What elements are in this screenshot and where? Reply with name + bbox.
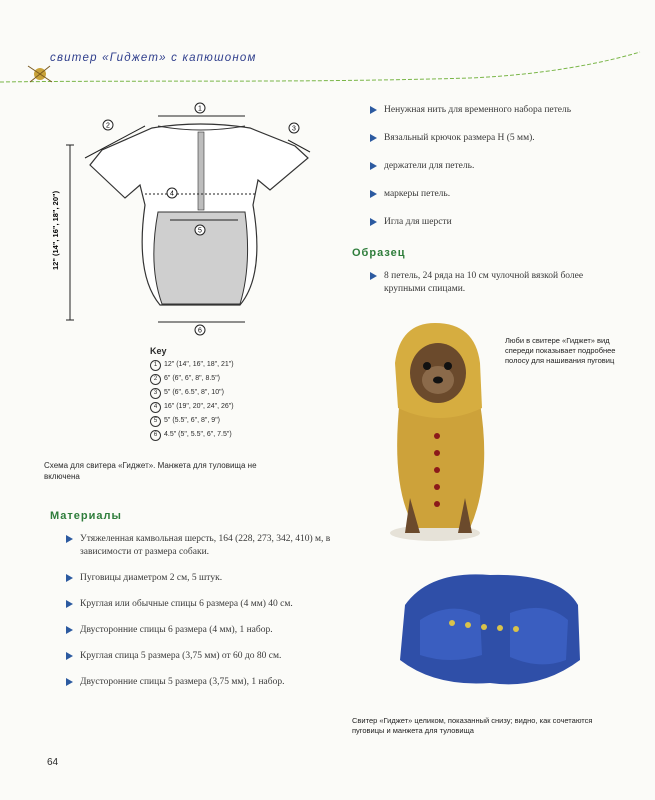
marker-6: 6	[198, 327, 202, 335]
arrow-bullet-icon	[370, 162, 377, 170]
list-item: Утяжеленная камвольная шерсть, 164 (228, 273, 342, 410) м, в зависимости от размера собаки.	[66, 533, 336, 559]
key-number: 1	[150, 360, 161, 371]
key-number: 4	[150, 402, 161, 413]
schema-key	[150, 346, 320, 442]
key-title: Key	[150, 346, 167, 356]
arrow-bullet-icon	[370, 106, 377, 114]
list-item: Ненужная нить для временного набора петель	[370, 104, 640, 117]
page-title: свитер «Гиджет» с капюшоном	[50, 52, 257, 64]
key-row	[150, 428, 320, 442]
list-item: Круглая или обычные спицы 6 размера (4 мм) 40 см.	[66, 598, 336, 611]
sample-title: Образец	[352, 247, 406, 259]
marker-3: 3	[292, 125, 296, 133]
dog-photo-caption: Люби в свитере «Гиджет» вид спереди показывает подробнее полосу для нашивания пуговиц	[505, 336, 616, 365]
sweater-photo-caption: Свитер «Гиджет» целиком, показанный снизу; видно, как сочетаются пуговицы и манжета для туловища	[352, 716, 593, 735]
key-text: 12" (14", 16", 18", 21")	[164, 361, 234, 368]
key-row	[150, 386, 320, 400]
schema-caption: Схема для свитера «Гиджет». Манжета для туловища не включена	[44, 461, 257, 481]
key-row	[150, 414, 320, 428]
list-item: Двусторонние спицы 5 размера (3,75 мм), 1 набор.	[66, 676, 336, 689]
arrow-bullet-icon	[66, 535, 73, 543]
list-item: Вязальный крючок размера H (5 мм).	[370, 132, 640, 145]
key-number: 6	[150, 430, 161, 441]
key-row	[150, 400, 320, 414]
marker-5: 5	[198, 227, 202, 235]
arrow-bullet-icon	[370, 134, 377, 142]
key-row	[150, 358, 320, 372]
list-item: держатели для петель.	[370, 160, 640, 173]
list-item: Круглая спица 5 размера (3,75 мм) от 60 до 80 см.	[66, 650, 336, 663]
sweater-schema	[40, 90, 340, 350]
key-number: 5	[150, 416, 161, 427]
marker-1: 1	[198, 105, 202, 113]
arrow-bullet-icon	[66, 574, 73, 582]
arrow-bullet-icon	[370, 190, 377, 198]
arrow-bullet-icon	[370, 272, 377, 280]
dog-photo	[380, 318, 500, 548]
key-text: 16" (19", 20", 24", 26")	[164, 403, 234, 410]
key-text: 6" (6", 6", 8", 8.5")	[164, 375, 221, 382]
blue-sweater-photo	[390, 565, 590, 695]
key-number: 2	[150, 374, 161, 385]
height-label: 12" (14", 16", 18", 20")	[51, 190, 60, 270]
arrow-bullet-icon	[66, 600, 73, 608]
page-number: 64	[47, 757, 59, 768]
key-number: 3	[150, 388, 161, 399]
arrow-bullet-icon	[66, 652, 73, 660]
marker-2: 2	[106, 122, 110, 130]
materials-title: Материалы	[50, 510, 122, 522]
arrow-bullet-icon	[66, 678, 73, 686]
materials-list	[66, 533, 336, 702]
key-text: 4.5" (5", 5.5", 6", 7.5")	[164, 431, 232, 438]
page-header	[0, 44, 655, 84]
arrow-bullet-icon	[66, 626, 73, 634]
list-item: Пуговицы диаметром 2 см, 5 штук.	[66, 572, 336, 585]
header-rule	[0, 44, 655, 84]
key-text: 5" (6", 6.5", 8", 10")	[164, 389, 224, 396]
marker-4: 4	[170, 190, 174, 198]
list-item: маркеры петель.	[370, 188, 640, 201]
arrow-bullet-icon	[370, 218, 377, 226]
list-item: 8 петель, 24 ряда на 10 см чулочной вязкой более крупными спицами.	[370, 270, 610, 296]
tools-list	[370, 104, 640, 244]
sample-list	[370, 270, 610, 296]
list-item: Двусторонние спицы 6 размера (4 мм), 1 набор.	[66, 624, 336, 637]
list-item: Игла для шерсти	[370, 216, 640, 229]
key-row	[150, 372, 320, 386]
key-text: 5" (5.5", 6", 8", 9")	[164, 417, 221, 424]
